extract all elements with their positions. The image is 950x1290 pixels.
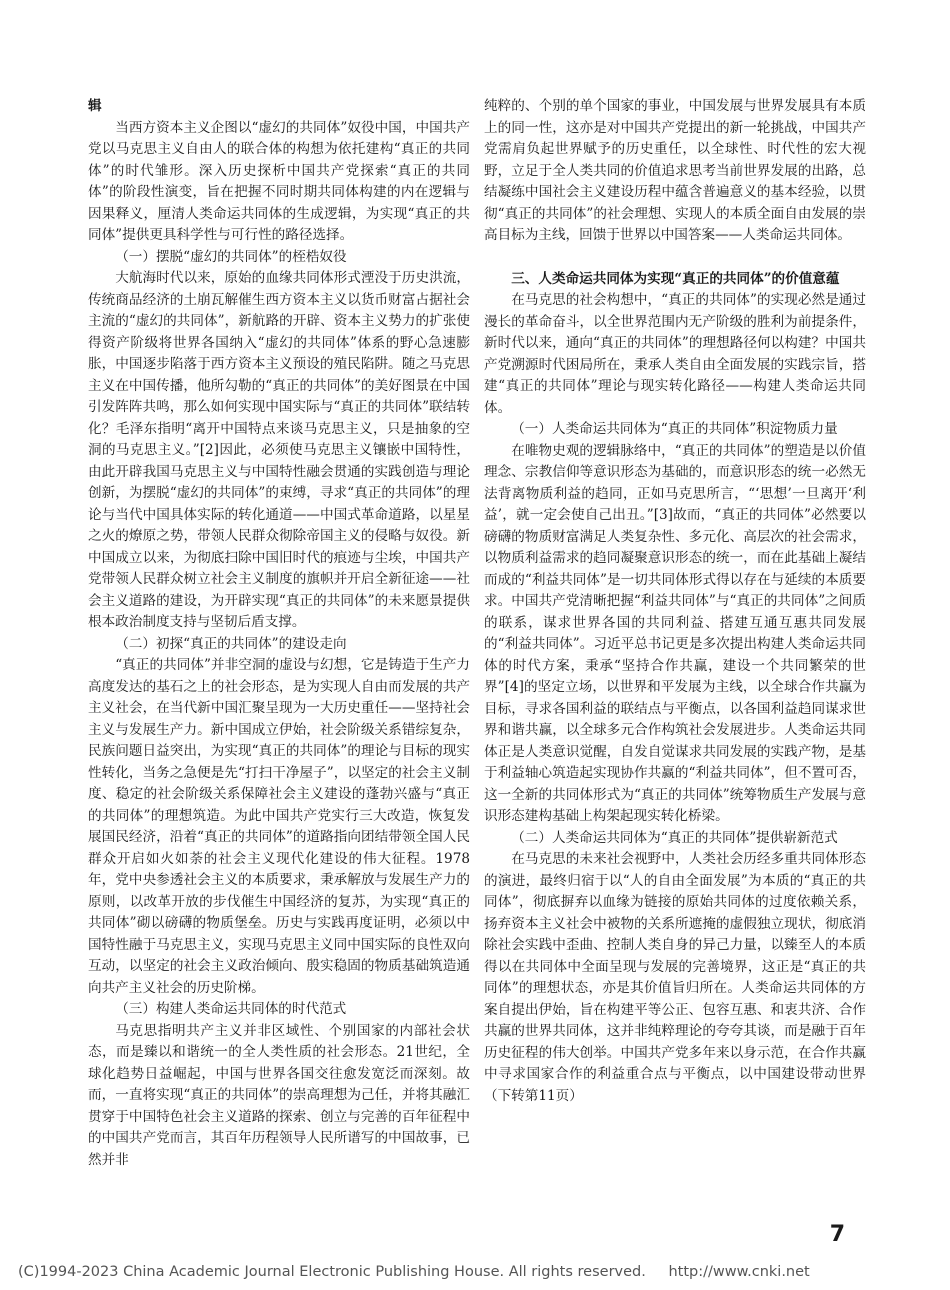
paragraph: 在唯物史观的逻辑脉络中，“真正的共同体”的塑造是以价值理念、宗教信仰等意识形态为基础的，而意识形态的统一必然无法背离物质利益的趋同，正如马克思所言，“‘思想’一旦离开‘利益’，就一定会使自己出丑。”[3]故而，“真正的共同体”必然要以磅礴的物质财富满足人类复杂性、多元化、高层次的社会需求，以物质利益需求的趋同凝聚意识形态的统一，而在此基础上凝结而成的“利益共同体”是一切共同体形式得以存在与延续的本质要求。中国共产党清晰把握“利益共同体”与“真正的共同体”之间质的联系，谋求世界各国的共同利益、搭建互通互惠共同发展的“利益共同体”。习近平总书记更是多次提出构建人类命运共同体的时代方案，秉承“坚持合作共赢，建设一个共同繁荣的世界”[4]的坚定立场，以世界和平发展为主线，以全球合作共赢为目标，寻求各国利益的联结点与平衡点，以各国利益趋同谋求世界和谐共赢，以全球多元合作构筑社会发展进步。人类命运共同体正是人类意识觉醒，自发自觉谋求共同发展的实践产物，是基于利益轴心筑造起实现协作共赢的“利益共同体”，但不置可否，这一全新的共同体形式为“真正的共同体”统筹物质生产发展与意识形态建构基础上构架起现实转化桥梁。: [484, 442, 866, 824]
paragraph: 大航海时代以来，原始的血缘共同体形式湮没于历史洪流，传统商品经济的土崩瓦解催生西方资本主义以货币财富占据社会主流的“虚幻的共同体”，新航路的开辟、资本主义势力的扩张使得资产阶级将世界各国纳入“虚幻的共同体”体系的野心急速膨胀，中国逐步陷落于西方资本主义预设的殖民陷阱。随之马克思主义在中国传播，他所勾勒的“真正的共同体”的美好图景在中国引发阵阵共鸣，那么如何实现中国实际与“真正的共同体”联结转化？毛泽东指明“离开中国特点来谈马克思主义，只是抽象的空洞的马克思主义。”[2]因此，必须使马克思主义镶嵌中国特性，由此开辟我国马克思主义与中国特性融会贯通的实践创造与理论创新，为摆脱“虚幻的共同体”的束缚，寻求“真正的共同体”的理论与当代中国具体实际的转化通道——中国式革命道路，以星星之火的燎原之势，带领人民群众彻除帝国主义的侵略与奴役。新中国成立以来，为彻底扫除中国旧时代的痕迹与尘埃，中国共产党带领人民群众树立社会主义制度的旗帜并开启全新征途——社会主义道路的建设，为开辟实现“真正的共同体”的未来愿景提供根本政治制度支持与坚韧后盾支撑。: [88, 270, 470, 630]
paragraph: 马克思指明共产主义并非区域性、个别国家的内部社会状态，而是臻以和谐统一的全人类性质的社会形态。21世纪，全球化趋势日益崛起，中国与世界各国交往愈发宽泛而深刻。故而，一直将实现“真正的共同体”的崇高理想为己任，并将其融汇贯穿于中国特色社会主义道路的探索、创立与完善的百年征程中的中国共产党而言，其百年历程领导人民所谱写的中国故事，已然并非: [88, 1022, 470, 1168]
section-intro: 在马克思的社会构想中，“真正的共同体”的实现必然是通过漫长的革命奋斗，以全世界范围内无产阶级的胜利为前提条件，新时代以来，通向“真正的共同体”的理想路径何以构建？中国共产党溯源时代困局所在，秉承人类自由全面发展的实践宗旨，搭建“真正的共同体”理论与现实转化路径——构建人类命运共同体。: [484, 292, 866, 416]
paragraph: “真正的共同体”并非空洞的虚设与幻想，它是铸造于生产力高度发达的基石之上的社会形态，是为实现人自由而发展的共产主义社会，在当代新中国汇聚呈现为一大历史重任——坚持社会主义与发展生产力。新中国成立伊始，社会阶级关系错综复杂，民族问题日益突出，为实现“真正的共同体”的理论与目标的现实性转化，当务之急便是先“打扫干净屋子”，以坚定的社会主义制度、稳定的社会阶级关系保障社会主义建设的蓬勃兴盛与“真正的共同体”的理想筑造。为此中国共产党实行三大改造，恢复发展国民经济，沿着“真正的共同体”的道路指向团结带领全国人民群众开启如火如荼的社会主义现代化建设的伟大征程。1978年，党中央参透社会主义的本质要求，秉承解放与发展生产力的原则，以改革开放的步伐催生中国经济的复苏，为实现“真正的共同体”砌以磅礴的物质堡垒。历史与实践再度证明，必须以中国特性融于马克思主义，实现马克思主义同中国实际的良性双向互动，以坚定的社会主义政治倾向、殷实稳固的物质基础筑造通向共产主义社会的历史阶梯。: [88, 657, 470, 996]
subsection-heading-2: （二）初探“真正的共同体”的建设走向: [115, 635, 347, 652]
copyright-text: (C)1994-2023 China Academic Journal Electronic Publishing House. All rights reserved.: [18, 1264, 646, 1280]
paragraph-continued: 纯粹的、个别的单个国家的事业，中国发展与世界发展具有本质上的同一性，这亦是对中国共产党提出的新一轮挑战，中国共产党需肩负起世界赋予的历史重任，以全球性、时代性的宏大视野，立足于全人类共同的价值追求思考当前世界发展的出路，总结凝练中国社会主义建设历程中蕴含普遍意义的基本经验，以贯彻“真正的共同体”的社会理想、实现人的本质全面自由发展的崇高目标为主线，回馈于世界以中国答案——人类命运共同体。: [484, 98, 866, 243]
page-number: 7: [829, 1222, 845, 1247]
section-title: 三、人类命运共同体为实现“真正的共同体”的价值意蕴: [511, 270, 840, 287]
footer-url: http://www.cnki.net: [668, 1264, 810, 1280]
paragraph: 在马克思的未来社会视野中，人类社会历经多重共同体形态的演进，最终归宿于以“人的自由全面发展”为本质的“真正的共同体”，彻底摒弃以血缘为链接的原始共同体的过度依赖关系，扬弃资本主义社会中被物的关系所遮掩的虚假独立现状，彻底消除社会实践中歪曲、控制人类自身的异己力量，以臻至人的本质得以在共同体中全面呈现与发展的完善境界，这正是“真正的共同体”的理想状态，亦是其价值旨归所在。人类命运共同体的方案自提出伊始，旨在构建平等公正、包容互惠、和衷共济、合作共赢的世界共同体，这并非纯粹理论的夸夸其谈，而是融于百年历史征程的伟大创举。中国共产党多年来以身示范，在合作共赢中寻求国家合作的利益重合点与平衡点，以中国建设带动世界（下转第11页）: [484, 851, 866, 1104]
subsection-heading-1: （一）摆脱“虚幻的共同体”的桎梏奴役: [115, 248, 347, 265]
copyright-footer: [18, 1264, 938, 1280]
left-column: [88, 96, 470, 1171]
section-gap: [484, 247, 866, 269]
intro-paragraph: 当西方资本主义企图以“虚幻的共同体”奴役中国，中国共产党以马克思主义自由人的联合体的构想为依托建构“真正的共同体”的时代雏形。深入历史探析中国共产党探索“真正的共同体”的阶段性演变，旨在把握不同时期共同体构建的内在逻辑与因果释义，厘清人类命运共同体的生成逻辑，为实现“真正的共同体”提供更具科学性与可行性的路径选择。: [88, 119, 470, 243]
subsection-heading-2: （二）人类命运共同体为“真正的共同体”提供崭新范式: [511, 829, 838, 846]
subsection-heading-1: （一）人类命运共同体为“真正的共同体”积淀物质力量: [511, 421, 838, 437]
continued-text: 辑: [88, 98, 102, 114]
subsection-heading-3: （三）构建人类命运共同体的时代范式: [115, 1001, 347, 1017]
right-column: [484, 96, 866, 1107]
